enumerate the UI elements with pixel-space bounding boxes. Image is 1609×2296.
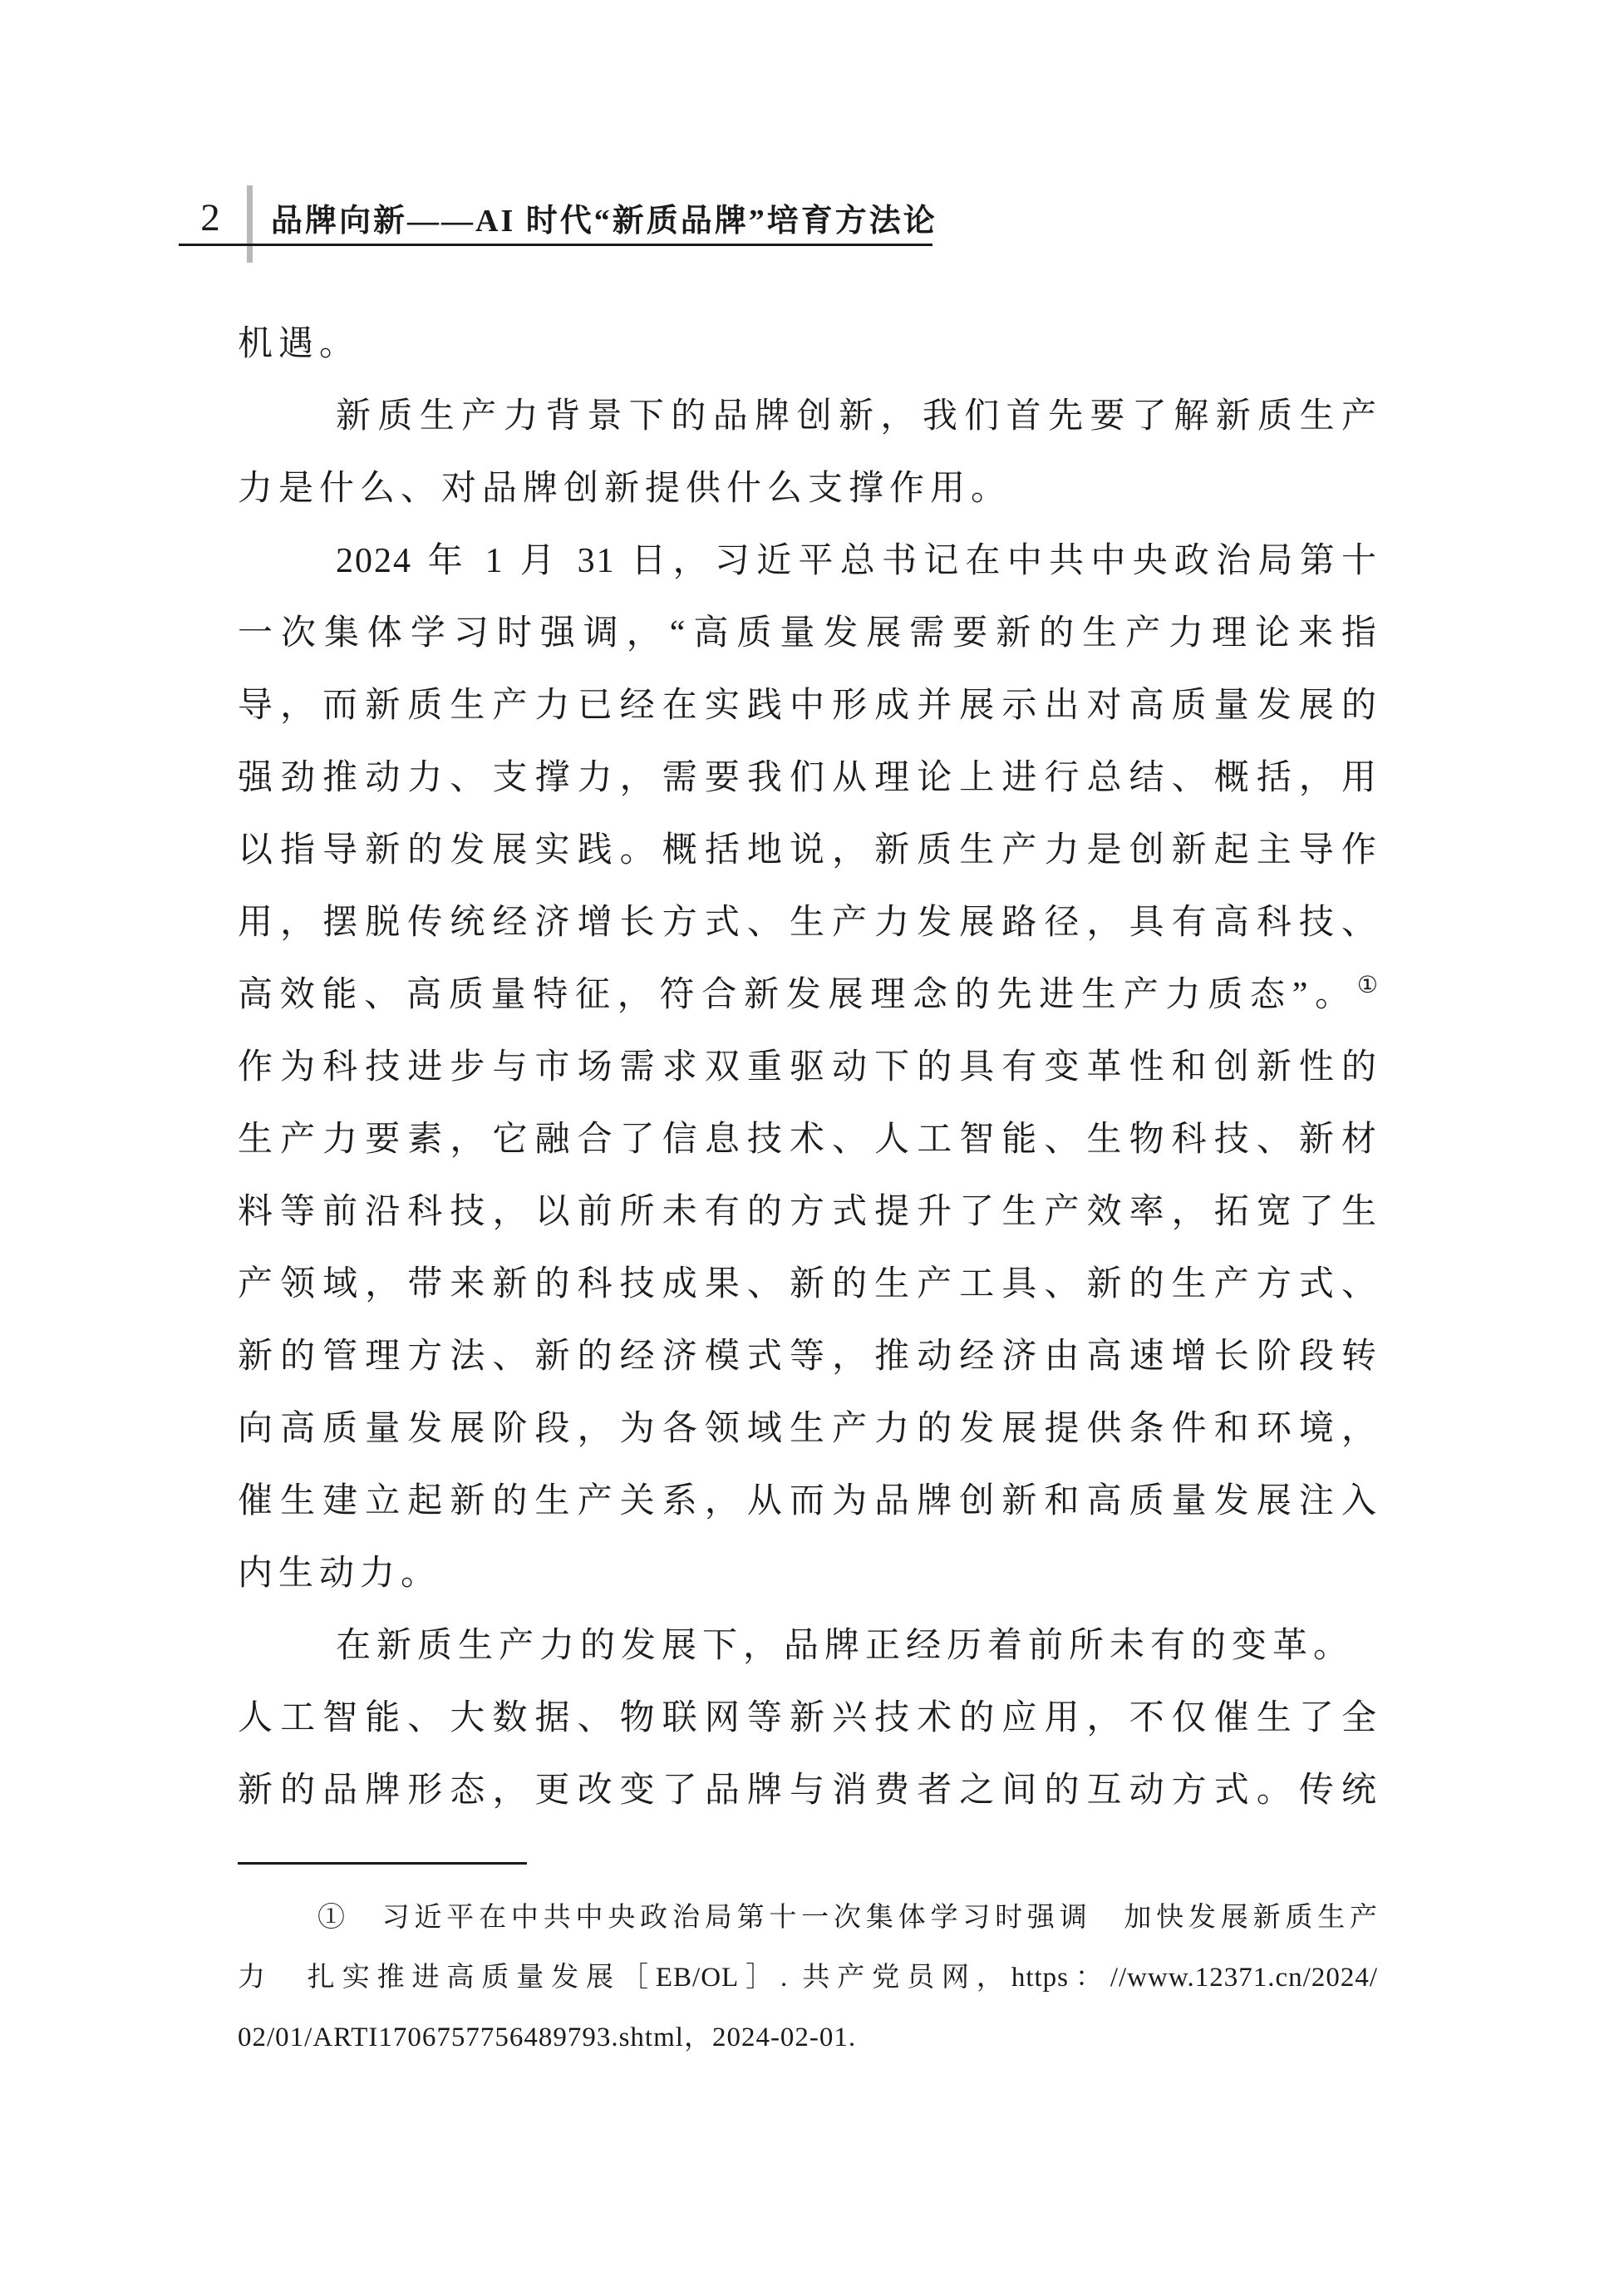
body-line: 新的管理方法、新的经济模式等，推动经济由高速增长阶段转 bbox=[238, 1338, 1378, 1376]
body-line: 催生建立起新的生产关系，从而为品牌创新和高质量发展注入 bbox=[238, 1482, 1378, 1520]
body-line: 新的品牌形态，更改变了品牌与消费者之间的互动方式。传统 bbox=[238, 1771, 1378, 1810]
running-head-title: 品牌向新——AI 时代“新质品牌”培育方法论 bbox=[271, 204, 937, 239]
body-line: 机遇。 bbox=[238, 325, 361, 363]
body-line-text: 高效能、高质量特征，符合新发展理念的先进生产力质态”。 bbox=[238, 976, 1357, 1014]
body-line: 一次集体学习时强调，“高质量发展需要新的生产力理论来指 bbox=[238, 614, 1378, 653]
footnote bbox=[238, 1888, 1378, 2067]
footnote-ref-marker: ① bbox=[1356, 973, 1378, 998]
header-rule bbox=[179, 244, 932, 246]
body-line: 在新质生产力的发展下，品牌正经历着前所未有的变革。 bbox=[336, 1627, 1355, 1665]
body-text bbox=[238, 308, 1378, 1827]
page-number: 2 bbox=[200, 196, 220, 239]
body-line: 2024 年 1 月 31 日，习近平总书记在中共中央政治局第十 bbox=[336, 542, 1378, 580]
body-line: 新质生产力背景下的品牌创新，我们首先要了解新质生产 bbox=[336, 397, 1378, 436]
footnote-separator bbox=[238, 1862, 527, 1865]
body-line: 人工智能、大数据、物联网等新兴技术的应用，不仅催生了全 bbox=[238, 1699, 1378, 1737]
body-line: 生产力要素，它融合了信息技术、人工智能、生物科技、新材 bbox=[238, 1121, 1378, 1159]
body-line: 导，而新质生产力已经在实践中形成并展示出对高质量发展的 bbox=[238, 687, 1378, 725]
body-line: 内生动力。 bbox=[238, 1554, 442, 1593]
body-line: 强劲推动力、支撑力，需要我们从理论上进行总结、概括，用 bbox=[238, 759, 1378, 797]
body-line: 作为科技进步与市场需求双重驱动下的具有变革性和创新性的 bbox=[238, 1048, 1378, 1086]
body-line: 力是什么、对品牌创新提供什么支撑作用。 bbox=[238, 470, 1012, 508]
body-line: 料等前沿科技，以前所未有的方式提升了生产效率，拓宽了生 bbox=[238, 1193, 1378, 1231]
body-line: 产领域，带来新的科技成果、新的生产工具、新的生产方式、 bbox=[238, 1265, 1378, 1303]
body-line: 向高质量发展阶段，为各领域生产力的发展提供条件和环境， bbox=[238, 1410, 1378, 1448]
body-line bbox=[238, 959, 1378, 1032]
body-line: 以指导新的发展实践。概括地说，新质生产力是创新起主导作 bbox=[238, 831, 1378, 870]
footnote-line: ① 习近平在中共中央政治局第十一次集体学习时强调 加快发展新质生产 bbox=[317, 1903, 1378, 1933]
body-line: 用，摆脱传统经济增长方式、生产力发展路径，具有高科技、 bbox=[238, 904, 1378, 942]
header-divider-bar bbox=[247, 185, 253, 263]
footnote-line: 力 扎实推进高质量发展［EB/OL］. 共产党员网，https：//www.12371.cn/2024/ bbox=[238, 1963, 1378, 1993]
footnote-line: 02/01/ARTI1706757756489793.shtml，2024-02-01. bbox=[238, 2023, 857, 2052]
